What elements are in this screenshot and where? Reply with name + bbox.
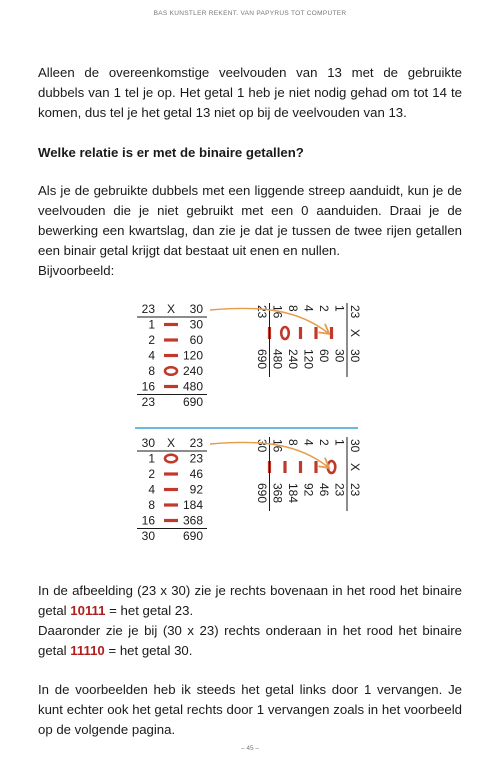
bottom-table-rot-total-right: 690 [255, 483, 269, 504]
bottom-table-row-right: 92 [189, 482, 203, 497]
bottom-table-rot-header-x: X [348, 463, 362, 472]
bottom-table-header-x: X [166, 436, 176, 450]
top-table-total-right: 690 [182, 395, 203, 409]
running-head: BAS KUNSTLER REKENT. VAN PAPYRUS TOT COMPUTER [153, 10, 347, 17]
bottom-table-rot-total-left: 30 [255, 439, 269, 453]
bottom-table-rot-row-right: 92 [301, 483, 316, 497]
top-table-rot-row-left: 1 [332, 305, 347, 312]
bottom-table-rot-row-right: 23 [332, 483, 347, 497]
top-table-rot-row-right: 120 [301, 349, 316, 370]
top-table-header-x: X [166, 302, 176, 316]
binary-number-30: 11110 [70, 643, 105, 658]
bottom-table-rot-row-left: 1 [332, 439, 347, 446]
bottom-table-row-right: 368 [182, 513, 203, 528]
bottom-table-row-right: 184 [182, 498, 203, 512]
top-table-rot-header-x: X [348, 329, 362, 338]
bottom-table-row-left: 4 [148, 482, 155, 497]
bottom-table-rot-row-zero-mark [328, 461, 336, 473]
bottom-table-row-left: 2 [148, 467, 155, 481]
section-heading: Welke relatie is er met de binaire getallen? [38, 145, 304, 160]
paragraph-binary-results [38, 581, 462, 661]
text-part: = het getal 30. [108, 643, 193, 658]
bottom-table-row-zero-mark [165, 455, 177, 463]
bottom-table-row-right: 46 [189, 467, 203, 481]
top-table-row-right: 30 [189, 317, 203, 332]
top-table-row-left: 8 [148, 364, 155, 378]
top-table-rot-row-right: 480 [270, 349, 285, 370]
bottom-table-header-left: 30 [141, 436, 155, 450]
bottom-table-rot-row-right: 368 [270, 483, 285, 504]
bottom-table-rot-header-left: 30 [348, 439, 362, 453]
top-table-header-left: 23 [141, 302, 155, 316]
bottom-table-rot-header-right: 23 [348, 483, 362, 497]
top-table-row-zero-mark [165, 367, 177, 375]
binary-number-23: 10111 [70, 603, 106, 618]
top-table-row-left: 4 [148, 348, 155, 363]
bottom-table-total-right: 690 [182, 529, 203, 543]
top-table-rot-row-right: 240 [286, 349, 300, 370]
top-table-rot-total-right: 690 [255, 349, 269, 370]
top-table-total-left: 23 [141, 395, 155, 409]
top-table-row-left: 1 [148, 317, 155, 332]
bottom-table-rot-row-right: 184 [286, 483, 300, 504]
bottom-table-row-left: 8 [148, 498, 155, 512]
bottom-table-header-right: 23 [189, 436, 203, 450]
bottom-table-rot-row-right: 46 [317, 483, 331, 497]
text-part: Daaronder zie je bij (30 x 23) rechts onderaan in het rood het binaire getal [38, 623, 462, 658]
text-part: = het getal 23. [109, 603, 194, 618]
top-table-rot-row-left: 4 [301, 305, 316, 312]
top-table-row-right: 120 [182, 348, 203, 363]
top-table-row-right: 240 [182, 364, 203, 378]
paragraph-explanation: Als je de gebruikte dubbels met een liggende streep aanduidt, kun je de veelvouden die je niet gebruikt met een 0 aanduiden. Draai je de bewerking een kwartslag, dan zie je dat je tussen de twee rijen getallen een binair getal krijgt dat bestaat uit enen en nullen. [38, 183, 462, 258]
bottom-table-rot-row-left: 4 [301, 439, 316, 446]
bottom-table-total-left: 30 [141, 529, 155, 543]
top-table-header-right: 30 [189, 302, 203, 316]
paragraph-closing: In de voorbeelden heb ik steeds het getal links door 1 vervangen. Je kunt echter ook het getal rechts door 1 vervangen zoals in het voorbeeld op de volgende pagina. [38, 682, 462, 737]
bottom-table-rot-row-left: 2 [317, 439, 331, 446]
top-table-rot-row-left: 2 [317, 305, 331, 312]
top-table-rot-row-right: 60 [317, 349, 331, 363]
top-table-row-left: 16 [141, 379, 155, 394]
top-table-row-left: 2 [148, 333, 155, 347]
bottom-table-rot-row-left: 16 [270, 439, 285, 453]
binary-multiplication-figure [0, 295, 500, 570]
bottom-table-row-left: 16 [141, 513, 155, 528]
example-label: Bijvoorbeeld: [38, 263, 115, 278]
top-table-rot-header-left: 23 [348, 305, 362, 319]
paragraph-intro: Alleen de overeenkomstige veelvouden van 13 met de gebruikte dubbels van 1 tel je op. Het getal 1 heb je niet nodig gehad om tot 14 te komen, dus tel je het getal 13 niet op bij de veelvouden van 13. [38, 65, 462, 120]
text-part: In de afbeelding (23 x 30) zie je rechts bovenaan in het rood het binaire getal [38, 583, 462, 618]
top-table-row-right: 60 [189, 333, 203, 347]
top-table-rot-header-right: 30 [348, 349, 362, 363]
top-table-rot-row-left: 8 [286, 305, 300, 312]
bottom-table-row-right: 23 [189, 451, 203, 466]
bottom-table-rot-row-left: 8 [286, 439, 300, 446]
page-number: – 45 – [240, 745, 260, 752]
top-table-rot-row-left: 16 [270, 305, 285, 319]
top-table-row-right: 480 [182, 379, 203, 394]
top-table-rot-total-left: 23 [255, 305, 269, 319]
top-table-rot-row-zero-mark [281, 327, 289, 339]
top-table-rot-row-right: 30 [332, 349, 347, 363]
bottom-table-row-left: 1 [148, 451, 155, 466]
